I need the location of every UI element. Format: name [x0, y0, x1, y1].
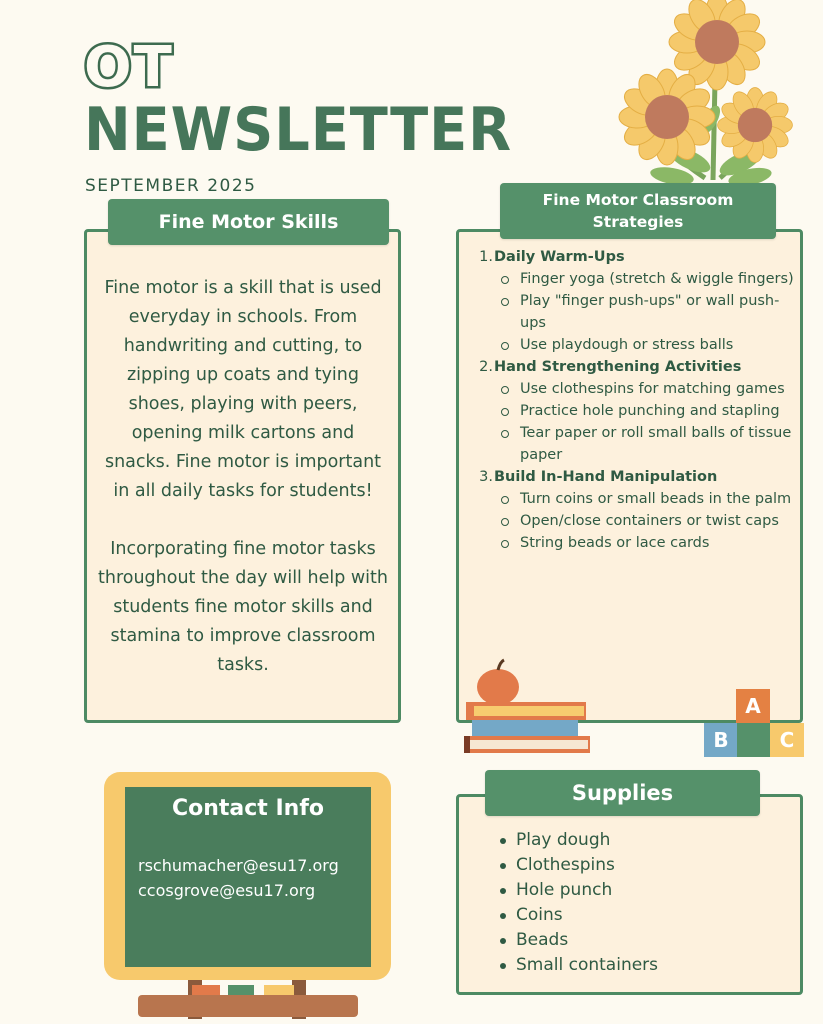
fine-motor-paragraph-2: Incorporating fine motor tasks throughout the day will help with students fine motor skills and stamina to improve classroom tasks. — [98, 539, 388, 675]
block-a: A — [736, 689, 770, 723]
list-item: Small containers — [516, 953, 658, 978]
list-item: Turn coins or small beads in the palm — [520, 488, 794, 510]
list-item: Practice hole punching and stapling — [520, 400, 794, 422]
strategy-section-title: 1. Daily Warm-Ups — [479, 249, 625, 265]
easel-legs — [130, 975, 370, 1024]
list-item: Clothespins — [516, 853, 658, 878]
list-item: Hole punch — [516, 878, 658, 903]
books-apple-illustration — [460, 658, 595, 758]
email-rschumacher: rschumacher@esu17.org — [138, 856, 339, 875]
strategies-list — [476, 246, 794, 554]
abc-blocks-illustration — [704, 689, 804, 757]
supplies-heading: Supplies — [485, 770, 760, 816]
title-newsletter: NEWSLETTER — [84, 95, 513, 165]
fine-motor-paragraph-1: Fine motor is a skill that is used everyday in schools. From handwriting and cutting, to zipping up coats and tying shoes, playing with peers, opening milk cartons and snacks. Fine motor is important in all daily tasks for students! — [104, 278, 382, 501]
block-b: B — [704, 723, 738, 757]
strategy-section-title: 2. Hand Strengthening Activities — [479, 359, 742, 375]
contact-heading: Contact Info — [171, 796, 325, 821]
block-c: C — [770, 723, 804, 757]
sunflower-right — [718, 88, 793, 163]
sunflower-illustration — [610, 0, 800, 185]
list-item: Beads — [516, 928, 658, 953]
list-item: Use playdough or stress balls — [520, 334, 794, 356]
list-item: String beads or lace cards — [520, 532, 794, 554]
list-item: Tear paper or roll small balls of tissue paper — [520, 422, 794, 466]
list-item: Play "finger push-ups" or wall push-ups — [520, 290, 794, 334]
block-middle — [737, 723, 771, 757]
list-item: Finger yoga (stretch & wiggle fingers) — [520, 268, 794, 290]
title-ot: OT — [84, 35, 174, 100]
list-item: Play dough — [516, 828, 658, 853]
fine-motor-text — [98, 274, 388, 680]
list-item: Use clothespins for matching games — [520, 378, 794, 400]
list-item: Open/close containers or twist caps — [520, 510, 794, 532]
list-item: Coins — [516, 903, 658, 928]
supplies-list — [516, 828, 658, 978]
email-ccosgrove: ccosgrove@esu17.org — [138, 881, 316, 900]
issue-date: SEPTEMBER 2025 — [85, 176, 257, 196]
fine-motor-heading: Fine Motor Skills — [108, 199, 389, 245]
strategy-section-title: 3. Build In-Hand Manipulation — [479, 469, 718, 485]
strategies-heading: Fine Motor Classroom Strategies — [500, 183, 776, 239]
contact-emails — [138, 853, 339, 903]
